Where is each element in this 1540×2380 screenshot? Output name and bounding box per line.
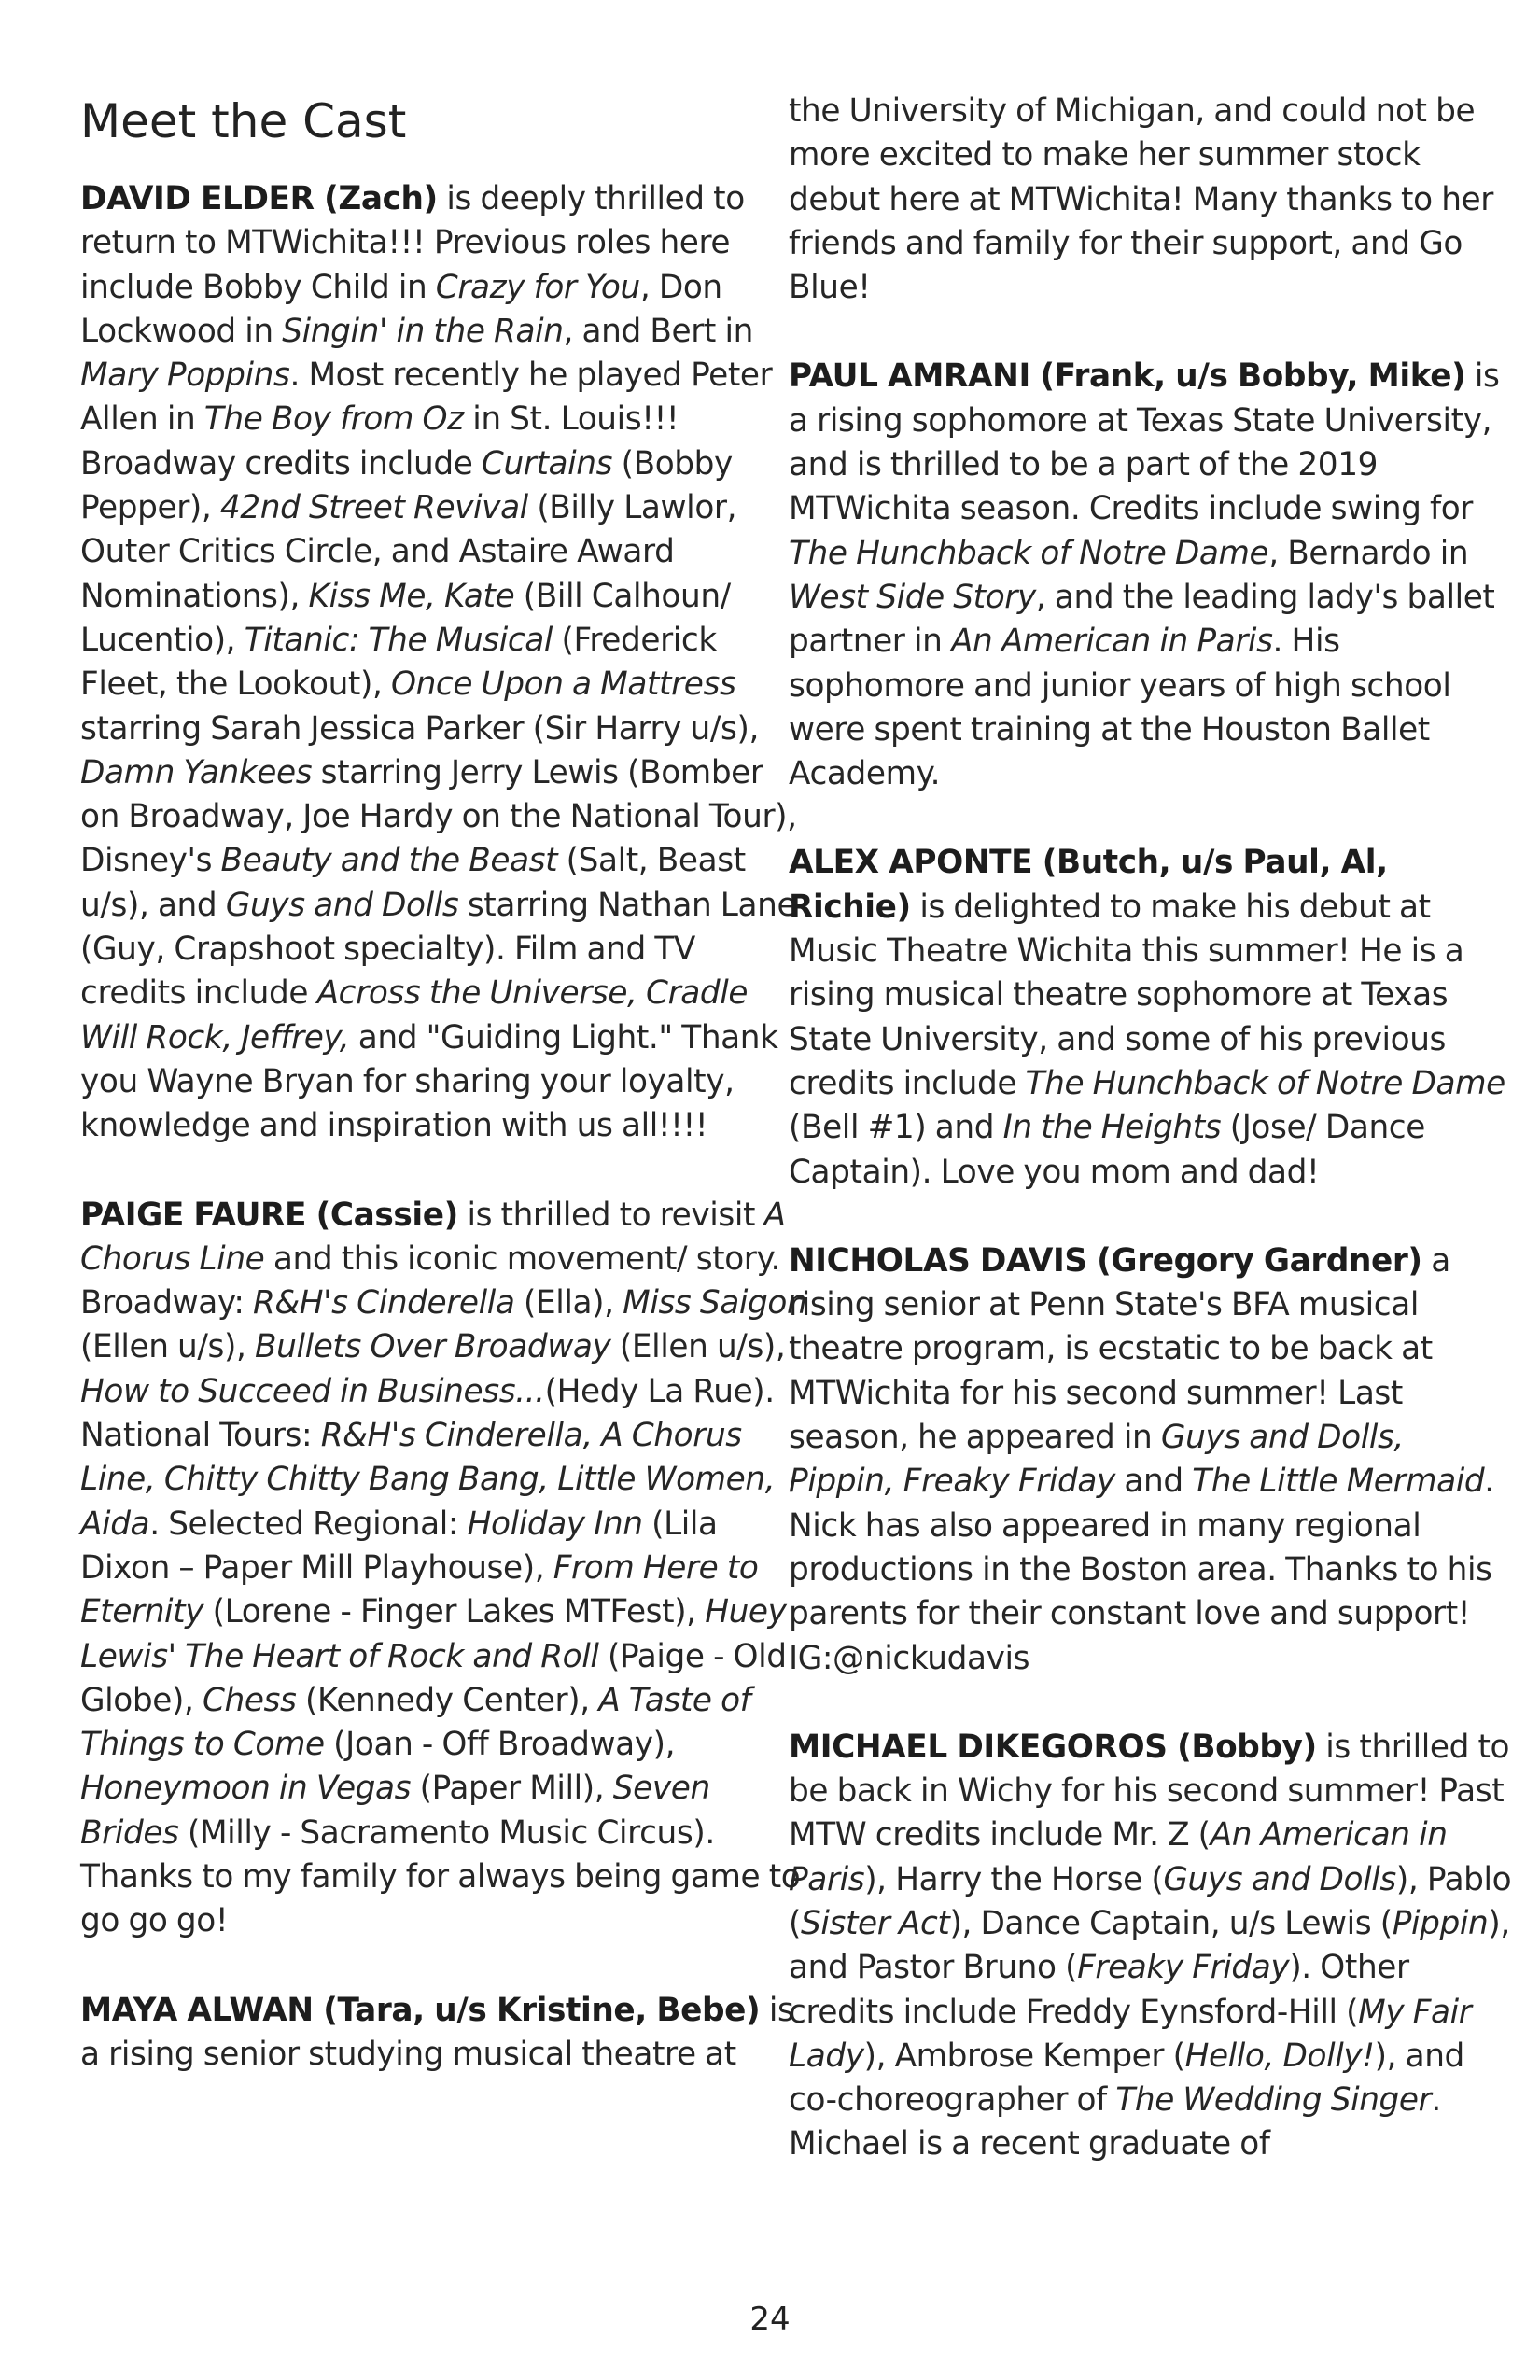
bio-text: and [1114,1463,1193,1501]
bio-text: (Ellen u/s), [80,1328,255,1366]
left-column [80,93,808,2077]
show-title: Titanic: The Musical [244,621,553,659]
bio-text: (Lila Dixon – Paper Mill Playhouse), [80,1505,718,1587]
bio-text: (Jose/ Dance Captain). Love you mom and dad! [789,1109,1425,1191]
show-title: The Hunchback of Notre Dame [789,534,1269,572]
show-title: A Chorus Line [80,1196,786,1278]
bio-text: . Nick has also appeared in many regional productions in the Boston area. Thanks to his parents for their constant love and support! IG:@nickudavis [789,1463,1494,1677]
show-title: How to Succeed in Business... [80,1372,545,1410]
cast-name: PAUL AMRANI (Frank, u/s Bobby, Mike) [789,357,1466,396]
bio-text: (Milly - Sacramento Music Circus). Thanks to my family for always being game to go go go! [80,1813,801,1940]
bio-text: . Selected Regional: [149,1505,468,1543]
show-title: Across the Universe, Cradle Will Rock, Jeffrey, [80,974,749,1057]
bio-text: (Bobby Pepper), [80,444,733,527]
show-title: From Here to Eternity [80,1548,759,1631]
show-title: Beauty and the Beast [220,842,558,880]
bio-text: and "Guiding Light." Thank you Wayne Bryan for sharing your loyalty, knowledge and inspiration with us all!!!! [80,1018,778,1145]
show-title: Honeymoon in Vegas [80,1770,412,1808]
bio-text: (Hedy La Rue). National Tours: [80,1372,775,1455]
show-title: Seven Brides [80,1770,710,1852]
bio-text: , and Bert in [563,312,753,350]
bio-text: and this iconic movement/ story. Broadway: [80,1239,781,1323]
bio-text: is delighted to make his debut at Music Theatre Wichita this summer! He is a rising musical theatre sophomore at Texas State University, and some of his previous credits include [789,888,1464,1102]
show-title: R&H's Cinderella, A Chorus Line, Chitty Chitty Bang Bang, Little Women, Aida [80,1417,776,1543]
show-title: The Hunchback of Notre Dame [1025,1064,1505,1102]
right-column [789,93,1517,2167]
bio-text: . Most recently he played Peter Allen in [80,357,773,439]
bio-text: ), Pablo ( [789,1860,1512,1942]
bio-text: starring Sarah Jessica Parker (Sir Harry u/s), [80,709,759,748]
bio-text: is thrilled to revisit [457,1196,764,1234]
show-title: R&H's Cinderella [252,1284,515,1323]
bio-text: , Don Lockwood in [80,268,722,350]
bio-david-elder [80,177,808,1149]
bio-nicholas-davis [789,1239,1517,1681]
show-title: The Wedding Singer [1115,2081,1432,2120]
bio-text: is deeply thrilled to return to MTWichita!!! Previous roles here include Bobby Child in [80,180,745,306]
bio-text: (Ellen u/s), [610,1328,786,1366]
bio-text: is a rising senior studying musical theatre at [80,1991,794,2073]
cast-name: MICHAEL DIKEGOROS (Bobby) [789,1728,1317,1766]
bio-alex-aponte [789,841,1517,1194]
show-title: Hello, Dolly! [1184,2037,1375,2075]
show-title: Guys and Dolls [225,886,459,924]
bio-maya-alwan [80,1989,808,2078]
show-title: Miss Saigon [623,1284,807,1323]
cast-name: NICHOLAS DAVIS (Gregory Gardner) [789,1241,1422,1280]
show-title: An American in Paris [789,1816,1448,1898]
bio-text: (Paper Mill), [411,1770,613,1808]
show-title: West Side Story [789,578,1036,616]
bio-text: is a rising sophomore at Texas State University, and is thrilled to be a part of the 2019 MTWichita season. Credits include swing for [789,357,1500,528]
bio-text: a rising senior at Penn State's BFA musical theatre program, is ecstatic to be back at MTWichita for his second summer! Last season, he appeared in [789,1241,1450,1457]
show-title: Chess [202,1681,297,1719]
cast-name: DAVID ELDER (Zach) [80,180,438,217]
bio-text: (Salt, Beast u/s), and [80,842,746,924]
bio-text: , and the leading lady's ballet partner in [789,578,1495,661]
show-title: My Fair Lady [789,1993,1472,2075]
bio-text: ), and co-choreographer of [789,2037,1464,2120]
bio-text: (Joan - Off Broadway), [324,1726,676,1764]
bio-text: (Lorene - Finger Lakes MTFest), [203,1593,706,1631]
bio-text: in St. Louis!!! Broadway credits include [80,400,679,483]
bio-text: ). Other credits include Freddy Eynsford-Hill ( [789,1949,1409,2031]
show-title: Once Upon a Mattress [390,665,736,704]
bio-text: (Ella), [514,1284,623,1323]
show-title: Damn Yankees [80,753,313,791]
bio-text: ), Harry the Horse ( [864,1860,1164,1898]
show-title: The Boy from Oz [203,400,464,439]
bio-paul-amrani [789,355,1517,796]
show-title: In the Heights [1002,1109,1222,1147]
show-title: Singin' in the Rain [282,312,564,350]
page-number: 24 [749,2301,791,2338]
bio-text: the University of Michigan, and could not be more excited to make her summer stock debut here at MTWichita! Many thanks to her friends and family for their support, and Go Blue! [789,92,1493,307]
bio-maya-alwan-continued [789,90,1517,310]
bio-text: (Paige - Old Globe), [80,1637,787,1719]
show-title: Sister Act [800,1904,950,1942]
bio-text: starring Jerry Lewis (Bomber on Broadway, Joe Hardy on the National Tour), Disney's [80,753,797,880]
cast-name: ALEX APONTE (Butch, u/s Paul, Al, Richie) [789,844,1388,926]
show-title: Guys and Dolls [1163,1860,1396,1898]
bio-text: ), Dance Captain, u/s Lewis ( [949,1904,1393,1942]
show-title: Guys and Dolls, Pippin, Freaky Friday [789,1419,1404,1501]
bio-text: (Bill Calhoun/ Lucentio), [80,577,731,659]
page-title: Meet the Cast [80,94,407,148]
show-title: Crazy for You [435,268,640,306]
show-title: Curtains [481,444,613,483]
bio-michael-dikegoros [789,1726,1517,2167]
bio-text: ), Ambrose Kemper ( [863,2037,1185,2075]
bio-text: (Frederick Fleet, the Lookout), [80,621,717,704]
bio-text: ), and Pastor Bruno ( [789,1904,1510,1987]
bio-text: . Michael is a recent graduate of [789,2081,1441,2163]
bio-text: starring Nathan Lane (Guy, Crapshoot specialty). Film and TV credits include [80,886,797,1013]
show-title: 42nd Street Revival [219,489,528,527]
bio-text: (Bell #1) and [789,1109,1003,1147]
cast-name: PAIGE FAURE (Cassie) [80,1196,458,1234]
show-title: Huey Lewis' The Heart of Rock and Roll [80,1593,787,1675]
bio-text: (Billy Lawlor, Outer Critics Circle, and Astaire Award Nominations), [80,489,737,615]
bio-text: is thrilled to be back in Wichy for his second summer! Past MTW credits include Mr. Z ( [789,1728,1510,1855]
show-title: Holiday Inn [467,1505,643,1543]
show-title: A Taste of Things to Come [80,1681,751,1764]
show-title: Pippin [1392,1904,1489,1942]
show-title: Freaky Friday [1077,1949,1290,1987]
cast-name: MAYA ALWAN (Tara, u/s Kristine, Bebe) [80,1991,761,2029]
bio-paige-faure [80,1194,808,1944]
show-title: The Little Mermaid [1192,1463,1485,1501]
show-title: Bullets Over Broadway [255,1328,611,1366]
bio-text: . His sophomore and junior years of high school were spent training at the Houston Ballet Academy. [789,623,1451,793]
bio-text: , Bernardo in [1268,534,1469,572]
show-title: An American in Paris [950,623,1273,661]
bio-text: (Kennedy Center), [296,1681,599,1719]
show-title: Mary Poppins [80,357,290,395]
show-title: Kiss Me, Kate [308,577,515,615]
